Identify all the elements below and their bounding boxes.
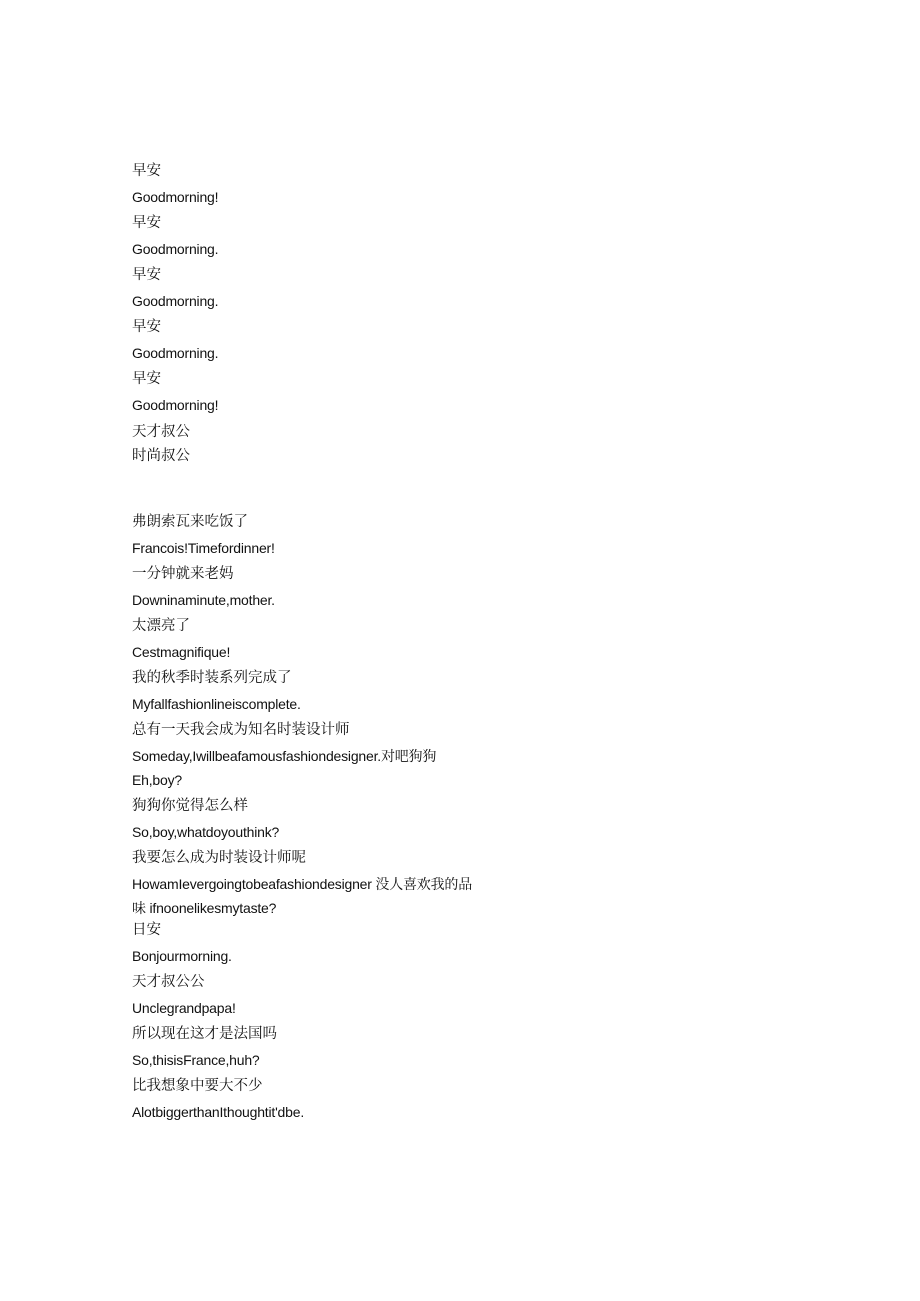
text-line: 比我想象中要大不少 (132, 1078, 263, 1094)
text-line: Francois!Timefordinner! (132, 540, 275, 556)
text-line: So,boy,whatdoyouthink? (132, 824, 280, 840)
text-line: 我要怎么成为时装设计师呢 (132, 850, 306, 866)
text-line: 所以现在这才是法国吗 (132, 1026, 277, 1042)
text-line: 早安 (132, 371, 161, 387)
text-line: 早安 (132, 267, 161, 283)
text-line: 早安 (132, 215, 161, 231)
text-line: Goodmorning. (132, 345, 219, 361)
text-line: 总有一天我会成为知名时装设计师 (132, 722, 350, 738)
text-line: Someday,Iwillbeafamousfashiondesigner.对吧狗狗 (132, 748, 437, 764)
text-line: 天才叔公 (132, 424, 190, 440)
text-line: 味 ifnoonelikesmytaste? (132, 900, 277, 916)
text-line: 天才叔公公 (132, 974, 205, 990)
text-line: 日安 (132, 922, 161, 938)
text-line: 太漂亮了 (132, 618, 190, 634)
text-line: Cestmagnifique! (132, 644, 231, 660)
text-line: Goodmorning. (132, 241, 219, 257)
text-line: 我的秋季时装系列完成了 (132, 670, 292, 686)
text-line: Myfallfashionlineiscomplete. (132, 696, 301, 712)
text-line: 早安 (132, 163, 161, 179)
text-line: Unclegrandpapa! (132, 1000, 236, 1016)
text-line: HowamIevergoingtobeafashiondesigner 没人喜欢我的品 (132, 876, 473, 892)
text-line: 一分钟就来老妈 (132, 566, 234, 582)
text-line: Goodmorning. (132, 293, 219, 309)
text-line: 早安 (132, 319, 161, 335)
text-line: Downinaminute,mother. (132, 592, 275, 608)
text-line: 弗朗索瓦来吃饭了 (132, 514, 248, 530)
text-line: 狗狗你觉得怎么样 (132, 798, 248, 814)
text-line: Bonjourmorning. (132, 948, 232, 964)
text-line: Goodmorning! (132, 189, 219, 205)
text-line: Eh,boy? (132, 772, 182, 788)
text-line: 时尚叔公 (132, 448, 190, 464)
text-line: So,thisisFrance,huh? (132, 1052, 260, 1068)
text-line: AlotbiggerthanIthoughtit'dbe. (132, 1104, 305, 1120)
text-line: Goodmorning! (132, 397, 219, 413)
